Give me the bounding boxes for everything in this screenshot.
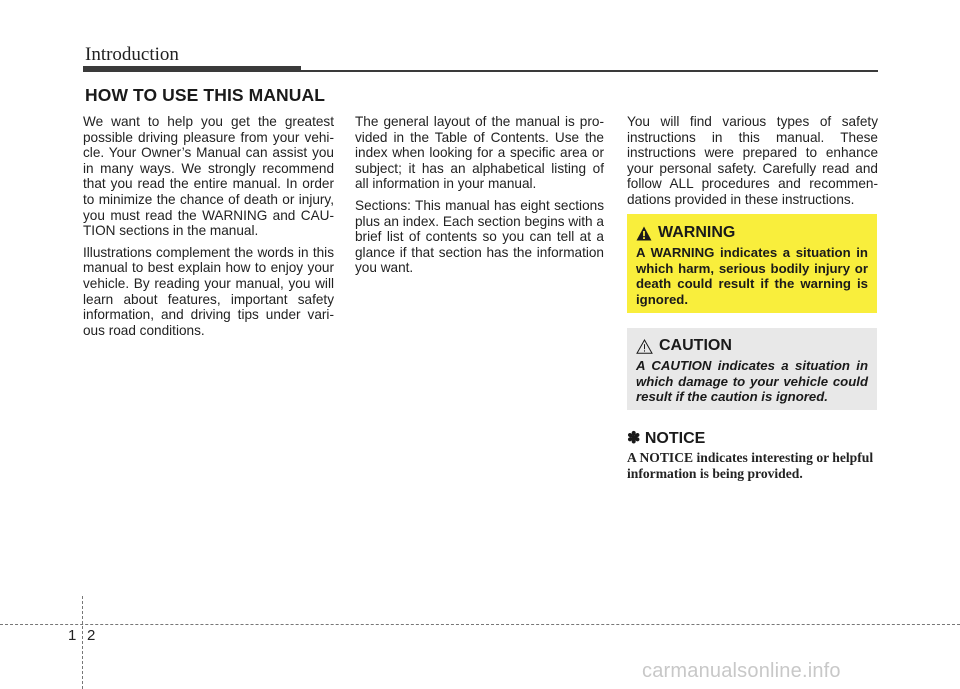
footer-rule bbox=[0, 624, 960, 625]
caution-triangle-icon bbox=[636, 339, 653, 354]
paragraph: We want to help you get the greatest possible driving pleasure from your vehicle. Your Owner’s Manual can assist you in many ways. We strongly recommend that you read the entire manual. In order to minimize the chance of death or injury, you must read the WARNING and CAUTION sections in the manual. bbox=[83, 114, 334, 239]
page-number: 2 bbox=[87, 627, 96, 644]
paragraph: You will find various types of safety instructions in this manual. These instructions were prepared to enhance your personal safety. Carefully read and follow ALL procedures and recommendations provided in these instructions. bbox=[627, 114, 878, 207]
chapter-number: 1 bbox=[68, 627, 77, 644]
column-3 bbox=[627, 114, 878, 214]
caution-box bbox=[627, 328, 877, 410]
paragraph: Sections: This manual has eight sections plus an index. Each section begins with a brief list of contents so you can tell at a glance if that section has the information you want. bbox=[355, 197, 604, 276]
column-1 bbox=[83, 114, 334, 344]
section-heading: HOW TO USE THIS MANUAL bbox=[85, 85, 326, 105]
notice-body: A NOTICE indicates interesting or helpful information is being provided. bbox=[627, 450, 874, 481]
caution-title: CAUTION bbox=[659, 337, 732, 354]
warning-title-row bbox=[636, 224, 868, 242]
notice-title: ✽ NOTICE bbox=[627, 430, 706, 447]
paragraph: The general layout of the manual is provided in the Table of Contents. Use the index when looking for a specific area or subject; it has an alphabetical listing of all information in your manual. bbox=[355, 114, 604, 192]
column-2 bbox=[355, 114, 604, 282]
caution-title-row bbox=[636, 337, 868, 355]
warning-triangle-icon bbox=[636, 226, 652, 241]
header-rule bbox=[301, 70, 878, 72]
watermark: carmanualsonline.info bbox=[642, 660, 841, 682]
warning-box bbox=[627, 214, 877, 313]
footer-divider bbox=[82, 596, 83, 689]
warning-body: A WARNING indicates a situation in which harm, serious bodily injury or death could result if the warning is ignored. bbox=[636, 245, 868, 307]
warning-title: WARNING bbox=[658, 224, 736, 241]
page-header-title: Introduction bbox=[85, 44, 179, 65]
paragraph: Illustrations complement the words in this manual to best explain how to enjoy your vehicle. By reading your manual, you will learn about features, important safety information, and driving tips under various road conditions. bbox=[83, 244, 334, 338]
header-bar bbox=[83, 66, 301, 72]
caution-body: A CAUTION indicates a situation in which damage to your vehicle could result if the caution is ignored. bbox=[636, 358, 868, 405]
